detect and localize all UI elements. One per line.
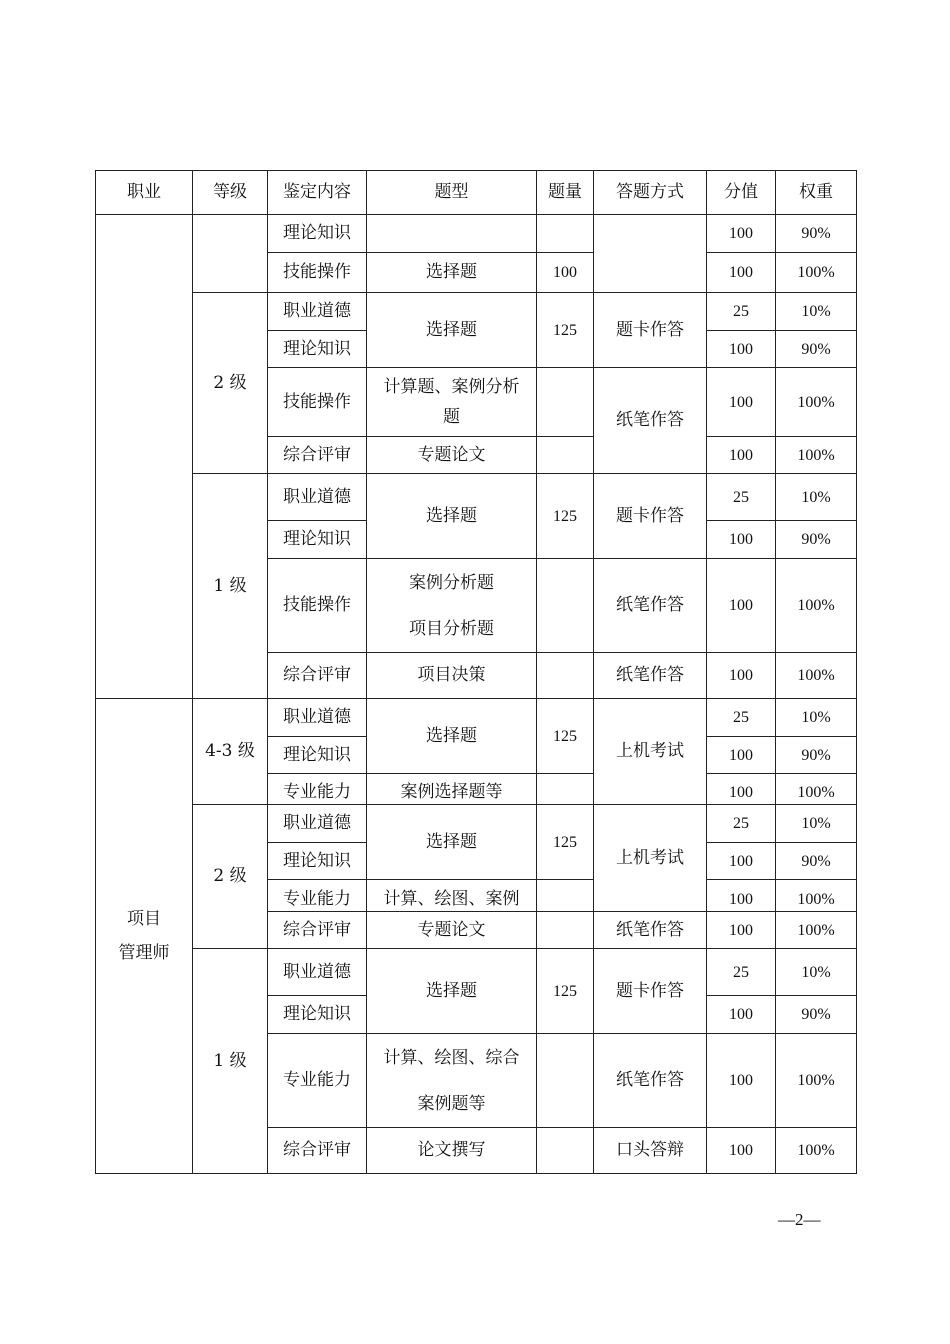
header-count: 题量 xyxy=(537,171,594,215)
score-cell: 25 xyxy=(707,474,776,521)
content-cell: 理论知识 xyxy=(268,996,367,1034)
content-cell: 技能操作 xyxy=(268,559,367,653)
score-cell: 100 xyxy=(707,737,776,774)
method-cell: 纸笔作答 xyxy=(594,1034,707,1128)
type-cell: 选择题 xyxy=(367,293,537,368)
type-cell: 计算、绘图、综合案例题等 xyxy=(367,1034,537,1128)
score-cell: 100 xyxy=(707,1034,776,1128)
score-cell: 100 xyxy=(707,253,776,293)
content-cell: 理论知识 xyxy=(268,215,367,253)
header-type: 题型 xyxy=(367,171,537,215)
score-cell: 100 xyxy=(707,215,776,253)
score-cell: 100 xyxy=(707,880,776,912)
score-cell: 100 xyxy=(707,521,776,559)
method-cell: 题卡作答 xyxy=(594,949,707,1034)
count-cell: 125 xyxy=(537,699,594,774)
content-cell: 理论知识 xyxy=(268,737,367,774)
score-cell: 25 xyxy=(707,293,776,331)
method-cell: 纸笔作答 xyxy=(594,912,707,949)
count-cell xyxy=(537,653,594,699)
count-cell: 125 xyxy=(537,805,594,880)
method-cell: 纸笔作答 xyxy=(594,653,707,699)
count-cell xyxy=(537,1034,594,1128)
count-cell xyxy=(537,215,594,253)
count-cell xyxy=(537,880,594,912)
content-cell: 职业道德 xyxy=(268,474,367,521)
method-cell: 题卡作答 xyxy=(594,293,707,368)
content-cell: 职业道德 xyxy=(268,293,367,331)
type-line: 项目分析题 xyxy=(409,618,494,639)
table-row xyxy=(96,293,857,331)
weight-cell: 90% xyxy=(776,215,857,253)
method-cell: 纸笔作答 xyxy=(594,368,707,474)
header-occupation: 职业 xyxy=(96,171,193,215)
score-cell: 100 xyxy=(707,843,776,880)
count-cell: 125 xyxy=(537,293,594,368)
weight-cell: 90% xyxy=(776,521,857,559)
weight-cell: 100% xyxy=(776,437,857,474)
weight-cell: 10% xyxy=(776,699,857,737)
method-cell: 题卡作答 xyxy=(594,474,707,559)
weight-cell: 10% xyxy=(776,474,857,521)
header-method: 答题方式 xyxy=(594,171,707,215)
weight-cell: 100% xyxy=(776,912,857,949)
score-cell: 100 xyxy=(707,912,776,949)
count-cell: 125 xyxy=(537,474,594,559)
type-cell: 选择题 xyxy=(367,253,537,293)
type-cell: 计算、绘图、案例 xyxy=(367,880,537,912)
occupation-cell xyxy=(96,215,193,699)
table-row xyxy=(96,949,857,996)
type-cell: 论文撰写 xyxy=(367,1128,537,1174)
weight-cell: 90% xyxy=(776,737,857,774)
weight-cell: 90% xyxy=(776,843,857,880)
content-cell: 职业道德 xyxy=(268,805,367,843)
weight-cell: 10% xyxy=(776,949,857,996)
weight-cell: 90% xyxy=(776,996,857,1034)
score-cell: 100 xyxy=(707,653,776,699)
weight-cell: 10% xyxy=(776,293,857,331)
type-cell: 案例选择题等 xyxy=(367,774,537,805)
count-cell: 100 xyxy=(537,253,594,293)
score-cell: 25 xyxy=(707,805,776,843)
content-cell: 职业道德 xyxy=(268,949,367,996)
content-cell: 理论知识 xyxy=(268,843,367,880)
content-cell: 理论知识 xyxy=(268,521,367,559)
content-cell: 技能操作 xyxy=(268,253,367,293)
content-cell: 职业道德 xyxy=(268,699,367,737)
method-cell: 上机考试 xyxy=(594,805,707,912)
assessment-table xyxy=(95,170,857,1174)
type-cell: 项目决策 xyxy=(367,653,537,699)
count-cell xyxy=(537,559,594,653)
weight-cell: 100% xyxy=(776,559,857,653)
weight-cell: 100% xyxy=(776,880,857,912)
type-cell xyxy=(367,215,537,253)
count-cell xyxy=(537,774,594,805)
weight-cell: 100% xyxy=(776,1034,857,1128)
level-cell: 1 级 xyxy=(193,949,268,1174)
score-cell: 100 xyxy=(707,1128,776,1174)
level-cell: 1 级 xyxy=(193,474,268,699)
score-cell: 100 xyxy=(707,774,776,805)
content-cell: 专业能力 xyxy=(268,1034,367,1128)
content-cell: 综合评审 xyxy=(268,912,367,949)
content-cell: 专业能力 xyxy=(268,880,367,912)
count-cell xyxy=(537,1128,594,1174)
content-cell: 综合评审 xyxy=(268,437,367,474)
count-cell xyxy=(537,368,594,437)
weight-cell: 90% xyxy=(776,331,857,368)
score-cell: 100 xyxy=(707,437,776,474)
level-cell xyxy=(193,215,268,293)
score-cell: 100 xyxy=(707,559,776,653)
level-cell: 2 级 xyxy=(193,293,268,474)
level-cell: 2 级 xyxy=(193,805,268,949)
weight-cell: 100% xyxy=(776,653,857,699)
table-row xyxy=(96,474,857,521)
type-cell: 专题论文 xyxy=(367,437,537,474)
weight-cell: 100% xyxy=(776,774,857,805)
weight-cell: 100% xyxy=(776,253,857,293)
type-line: 案例分析题 xyxy=(409,572,494,593)
count-cell xyxy=(537,437,594,474)
table-row xyxy=(96,805,857,843)
score-cell: 25 xyxy=(707,949,776,996)
count-cell xyxy=(537,912,594,949)
content-cell: 理论知识 xyxy=(268,331,367,368)
page-number: —2— xyxy=(778,1210,821,1229)
type-cell: 选择题 xyxy=(367,805,537,880)
type-cell: 选择题 xyxy=(367,474,537,559)
content-cell: 综合评审 xyxy=(268,1128,367,1174)
count-cell: 125 xyxy=(537,949,594,1034)
occupation-cell: 项目 管理师 xyxy=(96,699,193,1174)
level-cell: 4-3 级 xyxy=(193,699,268,805)
weight-cell: 100% xyxy=(776,1128,857,1174)
type-cell xyxy=(367,559,537,653)
header-score: 分值 xyxy=(707,171,776,215)
type-cell: 选择题 xyxy=(367,699,537,774)
header-row xyxy=(96,171,857,215)
weight-cell: 100% xyxy=(776,368,857,437)
type-cell: 计算题、案例分析题 xyxy=(367,368,537,437)
content-cell: 技能操作 xyxy=(268,368,367,437)
header-weight: 权重 xyxy=(776,171,857,215)
header-content: 鉴定内容 xyxy=(268,171,367,215)
score-cell: 100 xyxy=(707,996,776,1034)
score-cell: 100 xyxy=(707,331,776,368)
type-cell: 专题论文 xyxy=(367,912,537,949)
header-level: 等级 xyxy=(193,171,268,215)
table-row xyxy=(96,699,857,737)
content-cell: 综合评审 xyxy=(268,653,367,699)
method-cell xyxy=(594,215,707,293)
score-cell: 25 xyxy=(707,699,776,737)
content-cell: 专业能力 xyxy=(268,774,367,805)
score-cell: 100 xyxy=(707,368,776,437)
method-cell: 口头答辩 xyxy=(594,1128,707,1174)
method-cell: 上机考试 xyxy=(594,699,707,805)
weight-cell: 10% xyxy=(776,805,857,843)
method-cell: 纸笔作答 xyxy=(594,559,707,653)
type-cell: 选择题 xyxy=(367,949,537,1034)
table-row xyxy=(96,215,857,253)
